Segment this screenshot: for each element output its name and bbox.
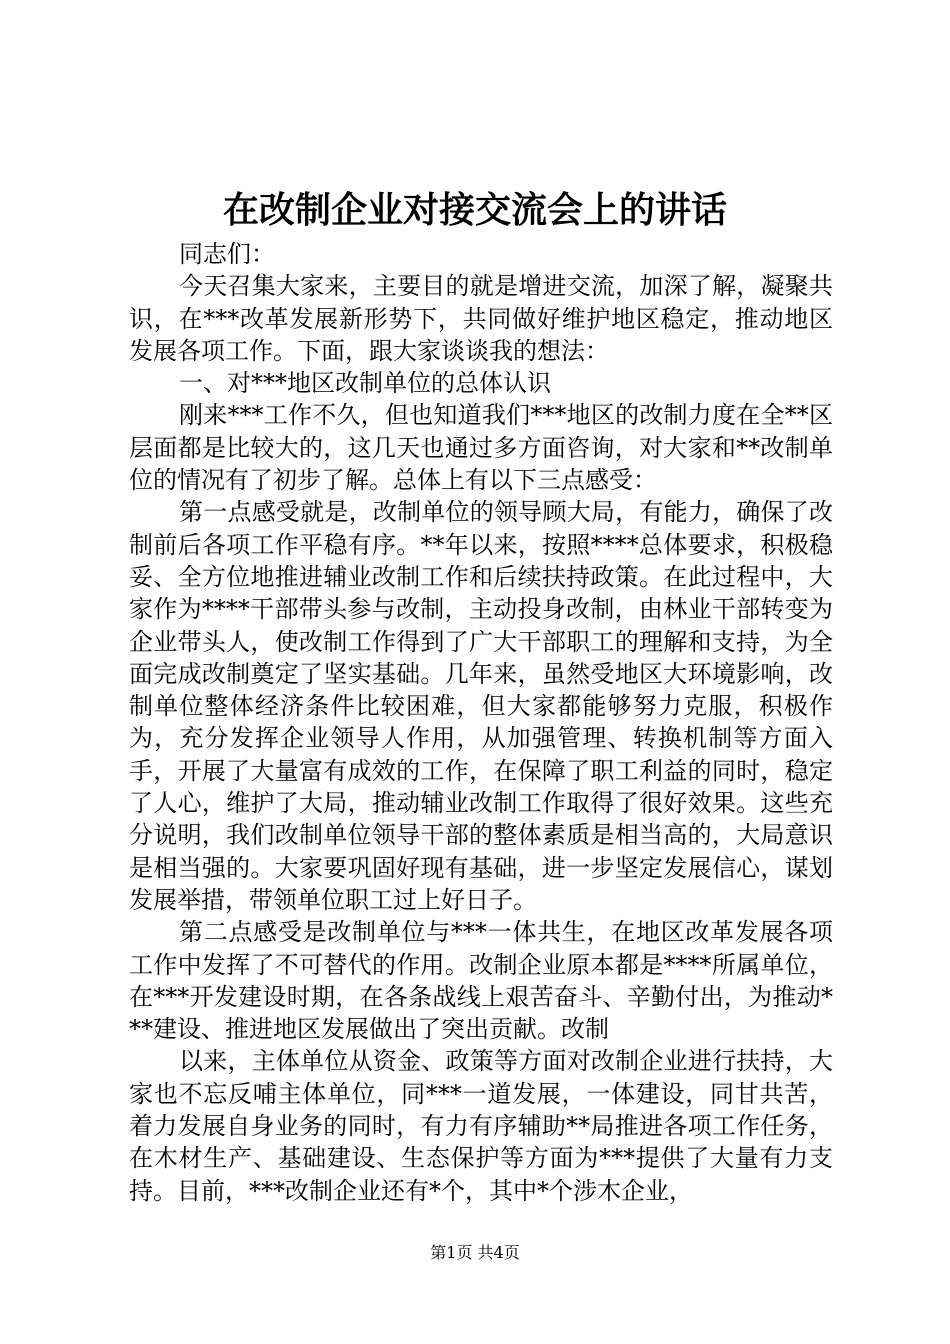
paragraph-salutation: 同志们： xyxy=(179,240,275,268)
paragraph: 刚来***工作不久，但也知道我们***地区的改制力度在全**区层面都是比较大的，这几天也通过多方面咨询，对大家和**改制单位的情况有了初步了解。总体上有以下三点感受： xyxy=(129,401,833,495)
paragraph-intro: 今天召集大家来，主要目的就是增进交流，加深了解，凝聚共识，在***改革发展新形势下，共同做好维护地区稳定，推动地区发展各项工作。下面，跟大家谈谈我的想法： xyxy=(129,272,833,365)
document-body xyxy=(129,238,833,1207)
paragraph: 以来，主体单位从资金、政策等方面对改制企业进行扶持，大家也不忘反哺主体单位，同***一道发展，一体建设，同甘共苦，着力发展自身业务的同时，有力有序辅助**局推进各项工作任务，在木材生产、基础建设、生态保护等方面为***提供了大量有力支持。目前，***改制企业还有*个，其中*个涉木企业， xyxy=(129,1047,833,1205)
section-heading-1: 一、对***地区改制单位的总体认识 xyxy=(179,369,551,398)
page-number-footer: 第1页 共4页 xyxy=(430,1243,520,1262)
paragraph: 第一点感受就是，改制单位的领导顾大局，有能力，确保了改制前后各项工作平稳有序。**年以来，按照****总体要求，积极稳妥、全方位地推进辅业改制工作和后续扶持政策。在此过程中，大家作为****干部带头参与改制，主动投身改制，由林业干部转变为企业带头人，使改制工作得到了广大干部职工的理解和支持，为全面完成改制奠定了坚实基础。几年来，虽然受地区大环境影响，改制单位整体经济条件比较困难，但大家都能够努力克服，积极作为，充分发挥企业领导人作用，从加强管理、转换机制等方面入手，开展了大量富有成效的工作，在保障了职工利益的同时，稳定了人心，维护了大局，推动辅业改制工作取得了很好效果。这些充分说明，我们改制单位领导干部的整体素质是相当高的，大局意识是相当强的。大家要巩固好现有基础，进一步坚定发展信心，谋划发展举措，带领单位职工过上好日子。 xyxy=(129,498,833,914)
paragraph: 第二点感受是改制单位与***一体共生，在地区改革发展各项工作中发挥了不可替代的作用。改制企业原本都是****所属单位，在***开发建设时期，在各条战线上艰苦奋斗、辛勤付出，为推动***建设、推进地区发展做出了突出贡献。改制 xyxy=(129,918,833,1044)
document-title: 在改制企业对接交流会上的讲话 xyxy=(222,189,727,231)
